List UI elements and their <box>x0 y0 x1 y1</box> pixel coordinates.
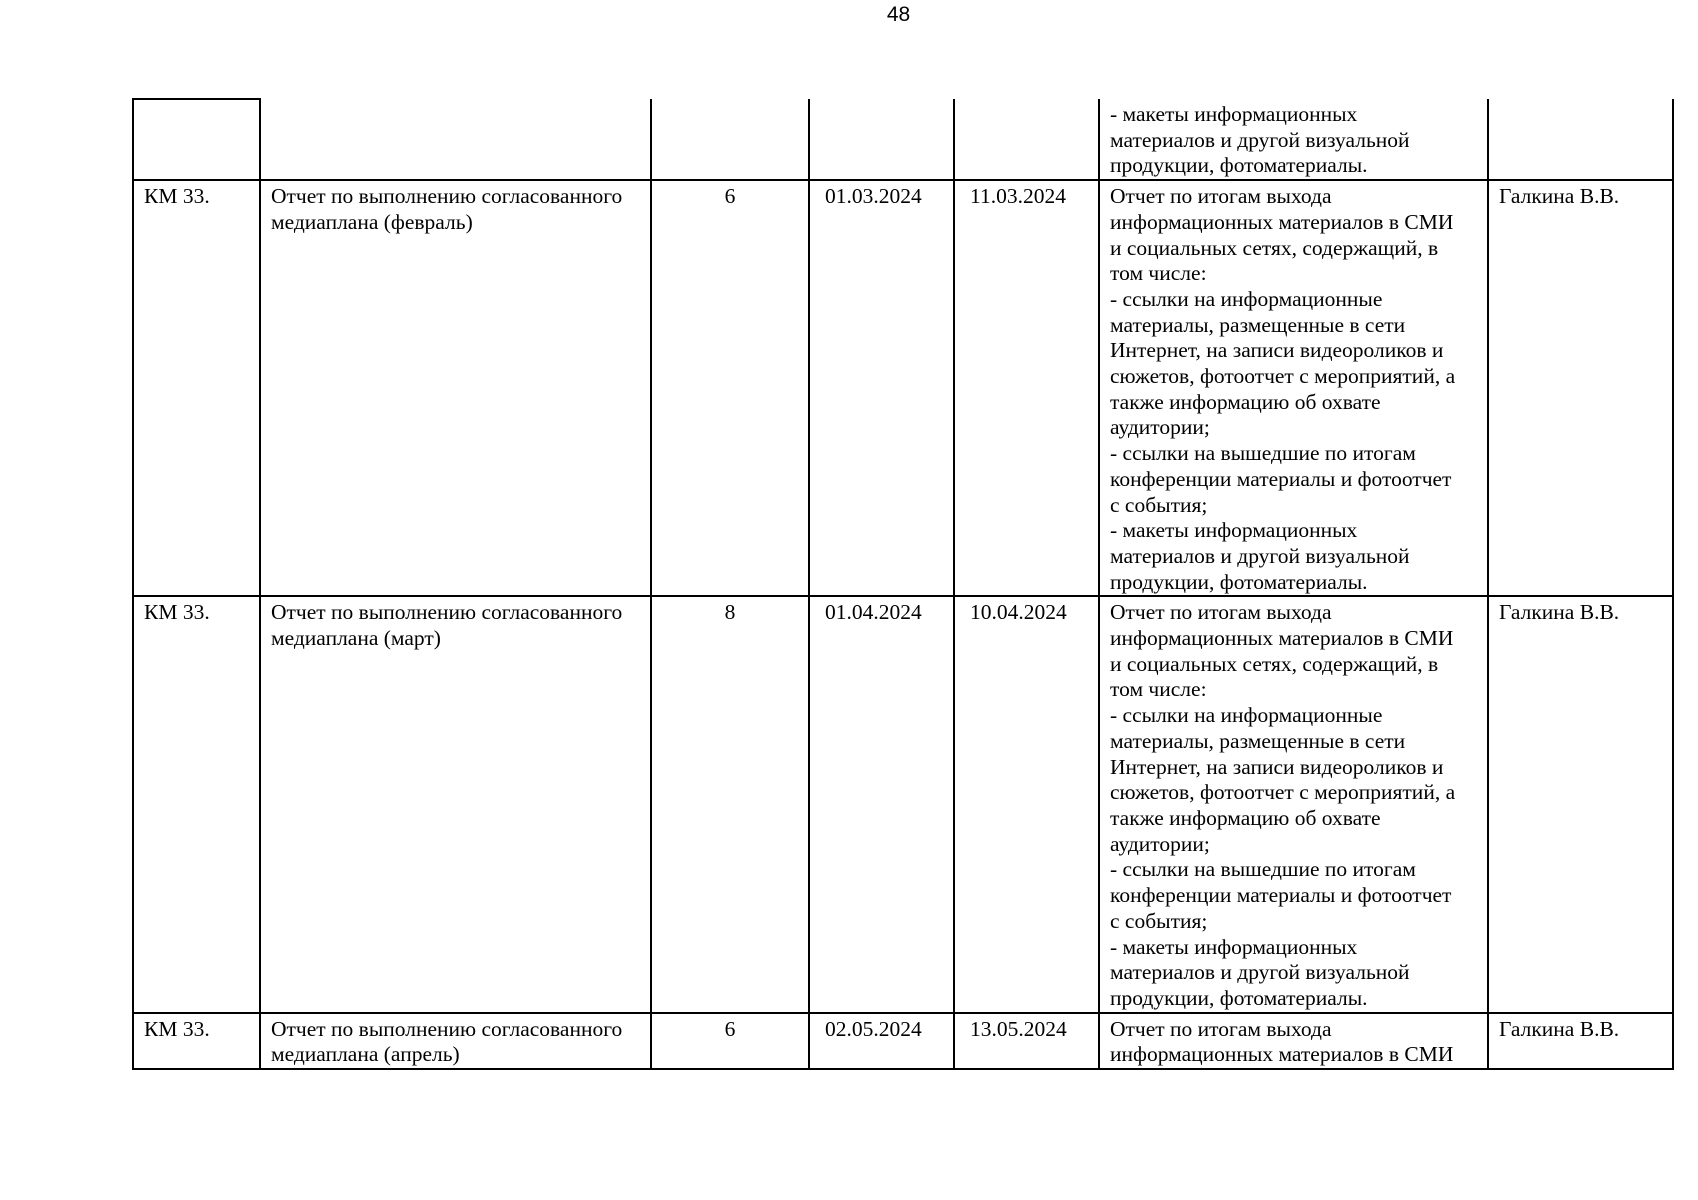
cell-end-date: 13.05.2024 <box>954 1013 1099 1069</box>
cell-id: КМ 33. <box>133 596 260 1012</box>
result-line: том числе: <box>1110 261 1207 286</box>
cell-result <box>1099 99 1488 180</box>
cell-id: КМ 33. <box>133 1013 260 1069</box>
name-line: Отчет по выполнению согласованного <box>271 600 623 625</box>
name-line: Отчет по выполнению согласованного <box>271 1016 623 1041</box>
cell-number: 6 <box>651 1013 809 1069</box>
cell-end-date <box>954 99 1099 180</box>
table-row-continuation <box>133 99 1673 180</box>
name-line: медиаплана (март) <box>271 626 441 651</box>
result-line: с события; <box>1110 908 1208 933</box>
result-line: информационных материалов в СМИ <box>1110 626 1454 651</box>
result-line: - ссылки на вышедшие по итогам <box>1110 857 1416 882</box>
result-line: Интернет, на записи видеороликов и <box>1110 338 1444 363</box>
cell-start-date <box>809 99 954 180</box>
name-line: медиаплана (февраль) <box>271 209 473 234</box>
cell-responsible: Галкина В.В. <box>1488 1013 1673 1069</box>
cell-responsible: Галкина В.В. <box>1488 180 1673 596</box>
page-number: 48 <box>886 3 911 26</box>
result-line: продукции, фотоматериалы. <box>1110 569 1368 594</box>
result-line: - ссылки на информационные <box>1110 286 1383 311</box>
name-line: медиаплана (апрель) <box>271 1042 460 1067</box>
cell-number: 8 <box>651 596 809 1012</box>
cell-number: 6 <box>651 180 809 596</box>
result-line: материалы, размещенные в сети <box>1110 728 1406 753</box>
table-row <box>133 596 1673 1012</box>
result-line: конференции материалы и фотоотчет <box>1110 466 1452 491</box>
result-line: Отчет по итогам выхода <box>1110 184 1332 209</box>
result-line: материалов и другой визуальной <box>1110 543 1410 568</box>
cell-start-date: 01.03.2024 <box>809 180 954 596</box>
cell-id <box>133 99 260 180</box>
cell-end-date: 11.03.2024 <box>954 180 1099 596</box>
cell-name <box>260 99 651 180</box>
result-line: - макеты информационных <box>1110 934 1358 959</box>
result-line: Отчет по итогам выхода <box>1110 600 1332 625</box>
cell-responsible <box>1488 99 1673 180</box>
cell-id: КМ 33. <box>133 180 260 596</box>
result-line: - макеты информационных <box>1110 102 1358 126</box>
result-line: материалы, размещенные в сети <box>1110 312 1406 337</box>
cell-start-date: 01.04.2024 <box>809 596 954 1012</box>
cell-result <box>1099 1013 1488 1069</box>
result-line: и социальных сетях, содержащий, в <box>1110 651 1439 676</box>
result-line: материалов и другой визуальной <box>1110 127 1410 152</box>
cell-responsible: Галкина В.В. <box>1488 596 1673 1012</box>
result-line: сюжетов, фотоотчет с мероприятий, а <box>1110 364 1456 389</box>
milestones-table <box>132 98 1674 1070</box>
table-row <box>133 180 1673 596</box>
result-line: с события; <box>1110 492 1208 517</box>
result-line: том числе: <box>1110 677 1207 702</box>
result-line: Отчет по итогам выхода <box>1110 1016 1332 1041</box>
result-line: Интернет, на записи видеороликов и <box>1110 754 1444 779</box>
result-line: конференции материалы и фотоотчет <box>1110 883 1452 908</box>
result-line: материалов и другой визуальной <box>1110 960 1410 985</box>
result-line: - ссылки на вышедшие по итогам <box>1110 441 1416 466</box>
result-line: сюжетов, фотоотчет с мероприятий, а <box>1110 780 1456 805</box>
result-line: продукции, фотоматериалы. <box>1110 985 1368 1010</box>
result-line: аудитории; <box>1110 831 1210 856</box>
cell-result <box>1099 596 1488 1012</box>
result-line: также информацию об охвате <box>1110 389 1381 414</box>
result-line: - макеты информационных <box>1110 518 1358 543</box>
cell-name <box>260 596 651 1012</box>
cell-end-date: 10.04.2024 <box>954 596 1099 1012</box>
cell-name <box>260 180 651 596</box>
result-line: информационных материалов в СМИ <box>1110 1042 1454 1067</box>
result-line: информационных материалов в СМИ <box>1110 209 1454 234</box>
result-line: продукции, фотоматериалы. <box>1110 153 1368 178</box>
cell-number <box>651 99 809 180</box>
cell-result <box>1099 180 1488 596</box>
name-line: Отчет по выполнению согласованного <box>271 184 623 209</box>
cell-start-date: 02.05.2024 <box>809 1013 954 1069</box>
result-line: также информацию об охвате <box>1110 805 1381 830</box>
result-line: - ссылки на информационные <box>1110 703 1383 728</box>
document-table-wrap <box>132 98 1672 1070</box>
cell-name <box>260 1013 651 1069</box>
table-row <box>133 1013 1673 1069</box>
result-line: и социальных сетях, содержащий, в <box>1110 235 1439 260</box>
result-line: аудитории; <box>1110 415 1210 440</box>
